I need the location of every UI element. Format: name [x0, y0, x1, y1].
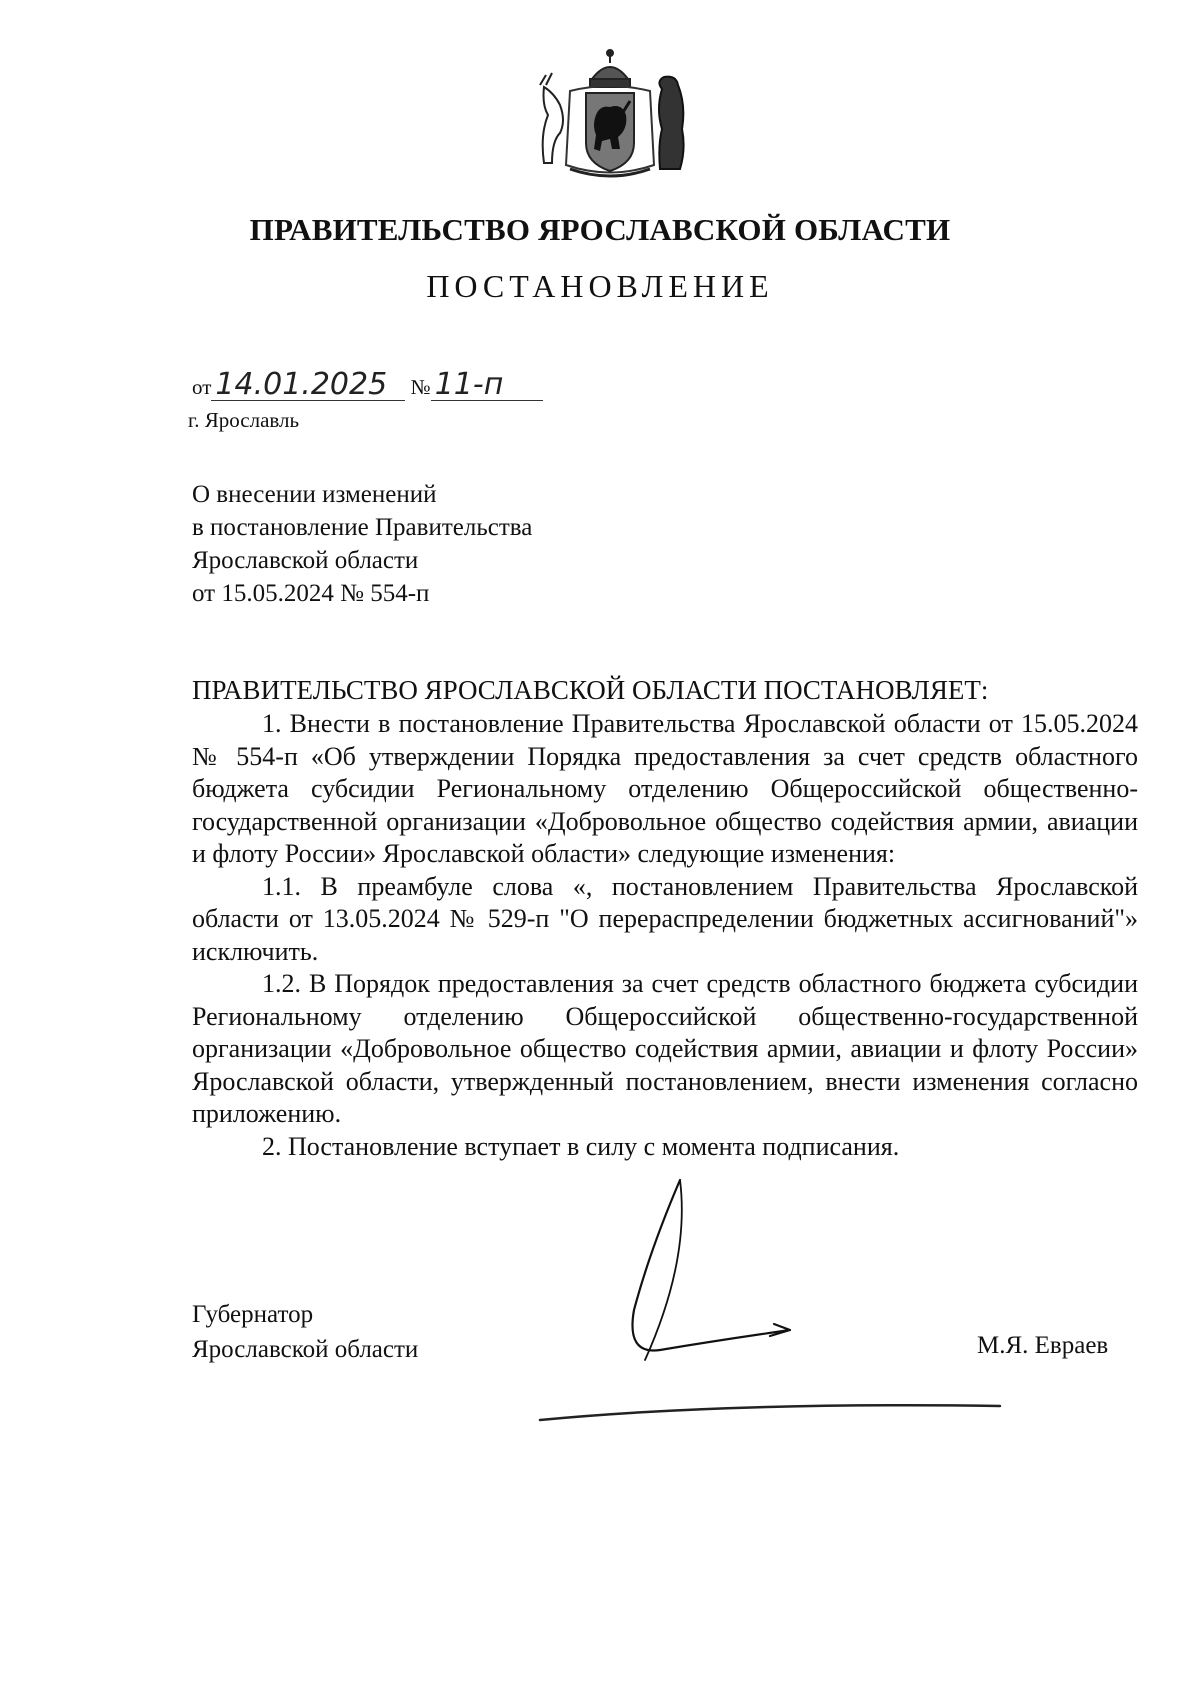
- number-prefix: №: [410, 375, 431, 399]
- subject-line: О внесении изменений: [192, 481, 437, 508]
- decree-number-handwritten: 11-п: [431, 370, 543, 401]
- subject-line: от 15.05.2024 № 554-п: [192, 580, 430, 607]
- document-type-title: ПОСТАНОВЛЕНИЕ: [426, 268, 774, 304]
- government-title: ПРАВИТЕЛЬСТВО ЯРОСЛАВСКОЙ ОБЛАСТИ: [249, 212, 951, 247]
- decree-body: [192, 708, 1138, 1163]
- date-prefix: от: [192, 375, 212, 399]
- subject-line: в постановление Правительства: [192, 514, 533, 541]
- handwritten-signature-icon: [530, 1140, 1010, 1440]
- resolves-heading: ПРАВИТЕЛЬСТВО ЯРОСЛАВСКОЙ ОБЛАСТИ ПОСТАНОВЛЯЕТ:: [192, 675, 989, 705]
- coat-of-arms-icon: [530, 45, 690, 185]
- position-line: Губернатор: [192, 1301, 314, 1328]
- signatory-name: М.Я. Евраев: [977, 1332, 1109, 1359]
- decree-date-number-line: [192, 367, 543, 402]
- subject-line: Ярославской области: [192, 547, 419, 574]
- decree-subject: [192, 478, 532, 610]
- decree-date-handwritten: 14.01.2025: [211, 370, 405, 401]
- body-paragraph: 1. Внести в постановление Правительства Ярославской области от 15.05.2024 № 554-п «Об утверждении Порядка предоставления за счет средств областного бюджета субсидии Региональному отделению Общероссийской общественно-государственной организации «Добровольное общество содействия армии, авиации и флоту России» Ярославской области» следующие изменения:: [192, 709, 1138, 868]
- body-paragraph: 2. Постановление вступает в силу с момента подписания.: [262, 1131, 900, 1161]
- body-paragraph: 1.2. В Порядок предоставления за счет средств областного бюджета субсидии Региональному отделению Общероссийской общественно-государственной организации «Добровольное общество содействия армии, авиации и флоту России» Ярославской области, утвержденный постановлением, внести изменения согласно приложению.: [192, 969, 1138, 1128]
- body-paragraph: 1.1. В преамбуле слова «, постановлением Правительства Ярославской области от 13.05.2024 № 529-п "О перераспределении бюджетных ассигнований"» исключить.: [192, 871, 1138, 966]
- signatory-position: [192, 1297, 418, 1367]
- position-line: Ярославской области: [192, 1336, 419, 1363]
- city-label: г. Ярославль: [188, 408, 300, 432]
